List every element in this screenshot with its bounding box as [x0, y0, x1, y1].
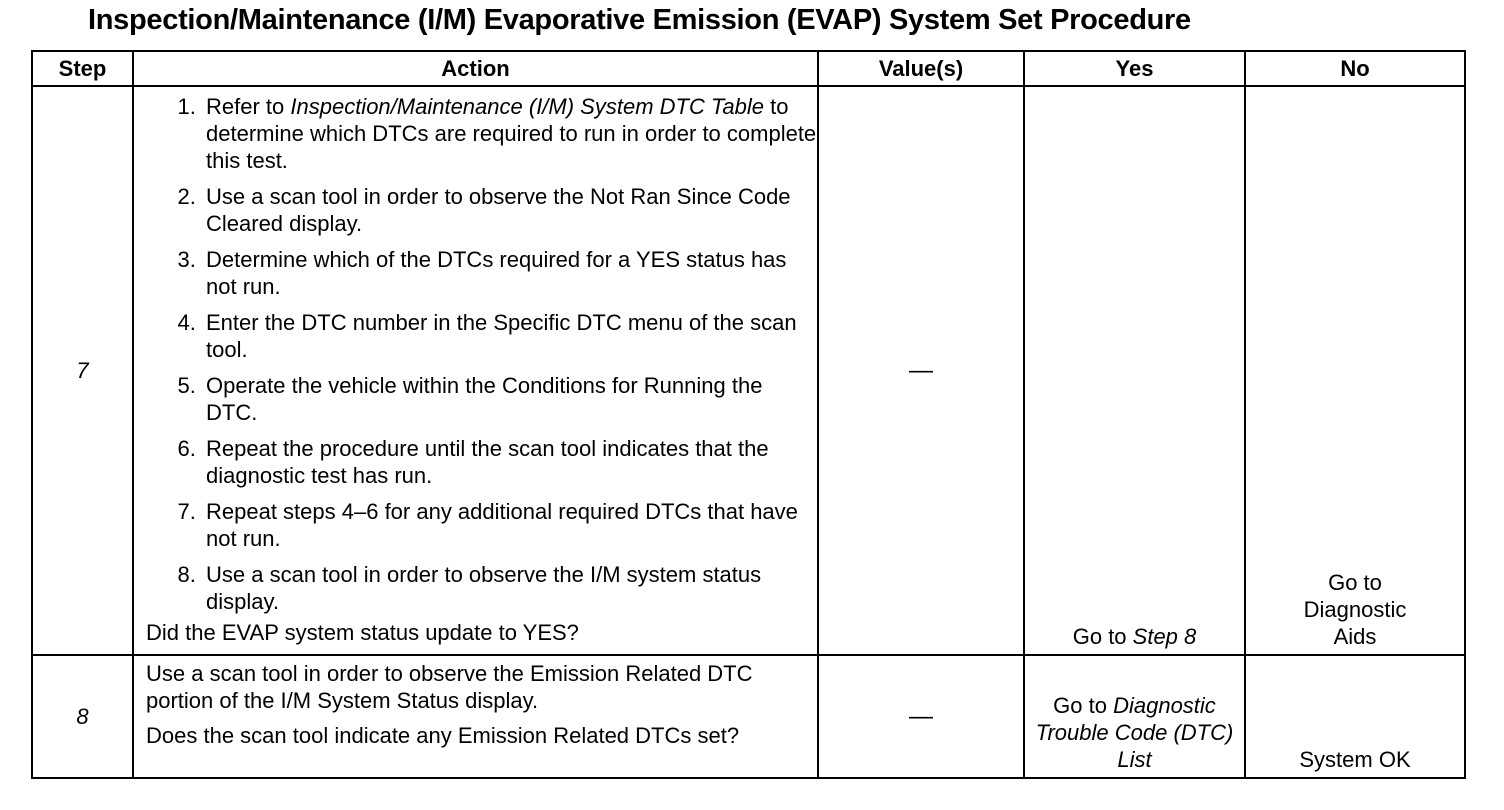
- table-row: [32, 86, 1465, 655]
- value-cell: —: [818, 86, 1024, 655]
- header-no: No: [1245, 51, 1465, 86]
- step-number: 8: [32, 655, 133, 778]
- header-action: Action: [133, 51, 818, 86]
- action-question: Did the EVAP system status update to YES?: [146, 620, 579, 645]
- page-title: Inspection/Maintenance (I/M) Evaporative Emission (EVAP) System Set Procedure: [88, 4, 1191, 36]
- action-instruction: Use a scan tool in order to observe the Emission Related DTC portion of the I/M System Status display.: [146, 661, 753, 713]
- action-item: 8. Use a scan tool in order to observe the I/M system status display.: [202, 561, 817, 615]
- header-yes: Yes: [1024, 51, 1245, 86]
- action-cell: [133, 86, 818, 655]
- action-item: 6. Repeat the procedure until the scan tool indicates that the diagnostic test has run.: [202, 435, 817, 489]
- no-cell: Go to Diagnostic Aids: [1245, 86, 1465, 655]
- header-step: Step: [32, 51, 133, 86]
- action-item: 1. Refer to Inspection/Maintenance (I/M) System DTC Table to determine which DTCs are required to run in order to complete this test.: [202, 93, 817, 174]
- yes-cell: Go to Diagnostic Trouble Code (DTC) List: [1024, 655, 1245, 778]
- header-values: Value(s): [818, 51, 1024, 86]
- action-list: [134, 93, 817, 615]
- action-question: Does the scan tool indicate any Emission Related DTCs set?: [146, 723, 740, 748]
- procedure-table: [31, 50, 1466, 779]
- action-item: 3. Determine which of the DTCs required for a YES status has not run.: [202, 246, 817, 300]
- action-item: 5. Operate the vehicle within the Conditions for Running the DTC.: [202, 372, 817, 426]
- dtc-list-link: Diagnostic Trouble Code (DTC) List: [1035, 693, 1234, 772]
- table-row: [32, 655, 1465, 778]
- step-link: Step 8: [1132, 624, 1197, 649]
- action-cell: [133, 655, 818, 778]
- action-item: 2. Use a scan tool in order to observe the Not Ran Since Code Cleared display.: [202, 183, 817, 237]
- yes-cell: Go to Step 8: [1024, 86, 1245, 655]
- step-number: 7: [32, 86, 133, 655]
- table-header-row: [32, 51, 1465, 86]
- action-item: 7. Repeat steps 4–6 for any additional required DTCs that have not run.: [202, 498, 817, 552]
- value-cell: —: [818, 655, 1024, 778]
- action-item: 4. Enter the DTC number in the Specific DTC menu of the scan tool.: [202, 309, 817, 363]
- no-cell: System OK: [1245, 655, 1465, 778]
